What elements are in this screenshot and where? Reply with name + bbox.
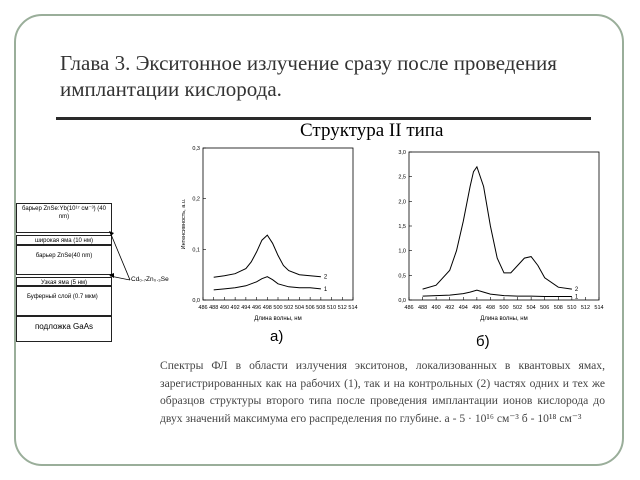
chart-a: [165, 140, 370, 335]
layer-barrier-top: барьер ZnSe:Yb(10¹⁷ см⁻³) (40 nm): [16, 203, 112, 233]
x-tick-label: 514: [594, 305, 604, 311]
layer-stack: [16, 203, 112, 342]
y-tick-label: 1,0: [398, 248, 406, 255]
x-tick-label: 500: [273, 305, 283, 311]
x-tick-label: 488: [209, 305, 219, 311]
x-tick-label: 496: [472, 305, 482, 311]
panel-label-b: б): [476, 333, 490, 350]
x-tick-label: 498: [485, 305, 496, 311]
x-tick-label: 486: [198, 305, 208, 311]
slide-title: Глава 3. Экситонное излучение сразу после проведения имплантации кислорода.: [60, 51, 557, 101]
x-tick-label: 510: [567, 305, 577, 311]
cd-composition-label: Cd₀.₇Zn₀.₃Se: [131, 276, 169, 283]
x-tick-label: 512: [337, 305, 347, 311]
x-tick-label: 506: [305, 305, 315, 311]
series-2-line: [214, 235, 321, 277]
layer-barrier: барьер ZnSe(40 nm): [16, 245, 112, 275]
y-axis-label: Интенсивность, а.u.: [181, 198, 187, 250]
x-tick-label: 502: [284, 305, 294, 311]
x-tick-label: 490: [431, 305, 441, 311]
panel-label-a: а): [270, 328, 284, 345]
x-tick-label: 492: [445, 305, 455, 311]
x-tick-label: 496: [251, 305, 262, 311]
x-tick-label: 506: [540, 305, 550, 311]
x-tick-label: 488: [417, 305, 428, 311]
layer-narrow-well: Узкая яма (5 нм): [16, 277, 112, 286]
x-tick-label: 514: [348, 305, 358, 311]
layer-wide-well: широкая яма (10 нм): [16, 235, 112, 245]
x-tick-label: 508: [553, 305, 563, 311]
plot-frame: [203, 148, 353, 300]
x-axis-label: Длина волны, нм: [254, 316, 302, 322]
y-tick-label: 0,3: [192, 146, 200, 152]
figure-caption: Спектры ФЛ в области излучения экситонов, локализованных в квантовых ямах, зарегистрированных как на рабочих (1), так и на контрольных (2) частях одних и тех же образцов структуры второго типа после проведения имплантации ионов кислорода до двух значений максимума его распределения по глубине. а - 5 · 10¹⁶ см⁻³ б - 10¹⁸ см⁻³: [160, 359, 605, 425]
x-tick-label: 504: [526, 305, 536, 311]
x-axis-label: Длина волны, нм: [480, 316, 528, 322]
layer-substrate: подложка GaAs: [16, 316, 112, 342]
y-tick-label: 2,0: [398, 199, 406, 206]
x-tick-label: 504: [294, 305, 305, 311]
x-tick-label: 494: [458, 305, 468, 311]
y-tick-label: 2,5: [398, 174, 406, 181]
y-tick-label: 0,0: [192, 298, 200, 304]
y-tick-label: 0,5: [398, 273, 406, 280]
x-tick-label: 502: [512, 305, 523, 311]
series-1-label: 1: [323, 286, 328, 293]
series-2-label: 2: [574, 287, 579, 294]
x-tick-label: 512: [580, 305, 591, 311]
y-tick-label: 1,5: [398, 224, 406, 230]
series-2-label: 2: [323, 274, 328, 281]
x-tick-label: 510: [326, 305, 337, 311]
y-tick-label: 3,0: [398, 150, 406, 156]
series-1-label: 1: [574, 294, 579, 301]
x-tick-label: 500: [499, 305, 509, 311]
y-tick-label: 0,1: [192, 247, 200, 254]
x-tick-label: 486: [404, 305, 414, 311]
x-tick-label: 498: [262, 305, 272, 311]
chart-b: [385, 140, 610, 335]
layer-buffer: Буферный слой (0.7 мкм): [16, 286, 112, 316]
slide-subtitle: Структура II типа: [300, 120, 444, 141]
x-tick-label: 494: [241, 305, 251, 311]
x-tick-label: 490: [219, 305, 230, 311]
x-tick-label: 492: [230, 305, 240, 311]
x-tick-label: 508: [316, 305, 326, 311]
y-tick-label: 0,2: [192, 196, 200, 203]
plot-frame: [409, 152, 599, 300]
series-2-line: [423, 167, 572, 289]
series-1-line: [214, 277, 321, 290]
y-tick-label: 0,0: [398, 298, 406, 304]
series-1-line: [423, 290, 572, 296]
